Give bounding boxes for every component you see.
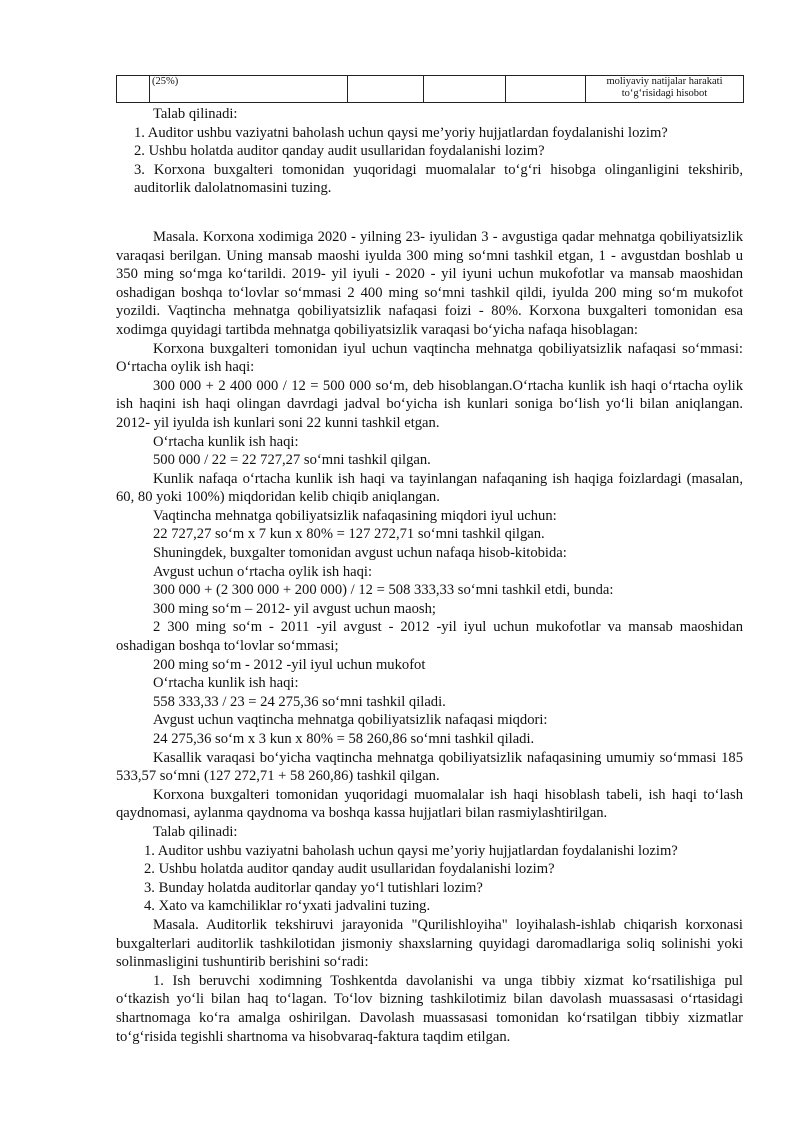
paragraph: Shuningdek, buxgalter tomonidan avgust uchun nafaqa hisob-kitobida: (153, 545, 567, 562)
list-item: 2. Ushbu holatda auditor qanday audit usullaridan foydalanishi lozim? (144, 861, 555, 878)
table-cell (117, 76, 150, 103)
paragraph: O‘rtacha kunlik ish haqi: (153, 675, 299, 692)
table-cell (424, 76, 506, 103)
top-table-fragment (116, 75, 744, 103)
section-heading: Talab qilinadi: (153, 106, 238, 122)
table-cell (348, 76, 424, 103)
paragraph: Korxona buxgalteri tomonidan iyul uchun vaqtincha mehnatga qobiliyatsizlik nafaqasi so‘mmasi: O‘rtacha oylik ish haqi: (116, 340, 743, 376)
document-body (116, 105, 743, 1046)
paragraph: O‘rtacha kunlik ish haqi: (153, 433, 299, 450)
list-item: 1. Auditor ushbu vaziyatni baholash uchun qaysi me’yoriy hujjatlardan foydalanishi lozim? (144, 842, 678, 859)
list-item: 3. Korxona buxgalteri tomonidan yuqoridagi muomalalar to‘g‘ri hisobga olinganligini tekshirib, auditorlik dalolatnomasini tuzing. (134, 161, 743, 197)
paragraph: Masala. Korxona xodimiga 2020 - yilning 23- iyulidan 3 - avgustiga qadar mehnatga qobiliyatsizlik varaqasi berilgan. Uning mansab maoshi iyulda 300 ming so‘mni tashkil etgan, 1 - avgustdan boshlab u 350 ming so‘mga ko‘tarildi. 2019- yil iyuli - 2020 - yil iyuni uchun mukofotlar va mansab maoshidan oshadigan boshqa to‘lovlar so‘mmasi 2 400 ming so‘mni tashkil qildi, iyulda 200 ming so‘m mukofot yozildi. Vaqtincha mehnatga qobiliyatsizlik nafaqasi foizi - 80%. Korxona buxgalteri tomonidan esa xodimga quyidagi tartibda mehnatga qobiliyatsizlik varaqasi bo‘yicha nafaqa hisoblagan: (116, 228, 743, 338)
paragraph: Masala. Auditorlik tekshiruvi jarayonida "Qurilishloyiha" loyihalash-ishlab chiqarish korxonasi buxgalterlari auditorlik tashkilotidan jismoniy shaxslarning quyidagi daromadlariga soliq solinishi yoki solinmasligini tushuntirib berishini so‘radi: (116, 916, 743, 971)
paragraph: 300 ming so‘m – 2012- yil avgust uchun maosh; (153, 600, 436, 617)
paragraph: 2 300 ming so‘m - 2011 -yil avgust - 2012 -yil iyul uchun mukofotlar va mansab maoshidan oshadigan boshqa to‘lovlar so‘mmasi; (116, 619, 743, 655)
paragraph: 500 000 / 22 = 22 727,27 so‘mni tashkil qilgan. (153, 452, 431, 469)
paragraph: Vaqtincha mehnatga qobiliyatsizlik nafaqasining miqdori iyul uchun: (153, 507, 557, 524)
paragraph: 300 000 + (2 300 000 + 200 000) / 12 = 508 333,33 so‘mni tashkil etdi, bunda: (153, 582, 614, 599)
table-row (117, 76, 744, 103)
paragraph: 1. Ish beruvchi xodimning Toshkentda davolanishi va unga tibbiy xizmat ko‘rsatilishiga pul o‘tkazish yo‘li bilan haq to‘lagan. To‘lov bizning tashkilotimiz bilan davolash muassasasi o‘rtasidagi shartnomaga ko‘ra amalga oshirilgan. Davolash muassasasi tomonidan ko‘rsatilgan tibbiy xizmatlar to‘g‘risida tegishli shartnoma va hisobvaraq-faktura taqdim etilgan. (116, 972, 743, 1045)
paragraph: 300 000 + 2 400 000 / 12 = 500 000 so‘m, deb hisoblangan.O‘rtacha kunlik ish haqi o‘rtacha oylik ish haqini ish haqi olingan davrdagi jadval bo‘yicha ish kunlari soniga bo‘lish yo‘li bilan aniqlangan. 2012- yil iyulda ish kunlari soni 22 kunni tashkil etgan. (116, 377, 743, 431)
paragraph: 24 275,36 so‘m x 3 kun x 80% = 58 260,86 so‘mni tashkil qiladi. (153, 731, 535, 747)
table-cell: (25%) (150, 76, 348, 103)
table-cell: moliyaviy natijalar harakati to‘g‘risidagi hisobot (586, 76, 744, 103)
paragraph: Kasallik varaqasi bo‘yicha vaqtincha mehnatga qobiliyatsizlik nafaqasining umumiy so‘mmasi 185 533,57 so‘mni (127 272,71 + 58 260,86) tashkil qilgan. (116, 749, 743, 785)
paragraph: 22 727,27 so‘m x 7 kun x 80% = 127 272,71 so‘mni tashkil qilgan. (153, 526, 545, 543)
paragraph: Kunlik nafaqa o‘rtacha kunlik ish haqi va tayinlangan nafaqaning ish haqiga foizlardagi (masalan, 60, 80 yoki 100%) miqdoridan kelib chiqib aniqlangan. (116, 470, 743, 506)
paragraph: Avgust uchun vaqtincha mehnatga qobiliyatsizlik nafaqasi miqdori: (153, 712, 548, 729)
table-cell (506, 76, 586, 103)
list-item: 2. Ushbu holatda auditor qanday audit usullaridan foydalanishi lozim? (134, 143, 545, 160)
paragraph: 558 333,33 / 23 = 24 275,36 so‘mni tashkil qiladi. (153, 693, 446, 710)
paragraph: 200 ming so‘m - 2012 -yil iyul uchun mukofot (153, 656, 426, 673)
list-item: 1. Auditor ushbu vaziyatni baholash uchun qaysi me’yoriy hujjatlardan foydalanishi lozim? (134, 124, 668, 141)
section-heading: Talab qilinadi: (153, 823, 238, 840)
paragraph: Avgust uchun o‘rtacha oylik ish haqi: (153, 563, 372, 580)
list-item: 3. Bunday holatda auditorlar qanday yo‘l tutishlari lozim? (144, 879, 483, 896)
list-item: 4. Xato va kamchiliklar ro‘yxati jadvalini tuzing. (144, 898, 431, 915)
paragraph: Korxona buxgalteri tomonidan yuqoridagi muomalalar ish haqi hisoblash tabeli, ish haqi to‘lash qaydnomasi, aylanma qaydnoma va boshqa kassa hujjatlari bilan rasmiylashtirilgan. (116, 786, 743, 822)
